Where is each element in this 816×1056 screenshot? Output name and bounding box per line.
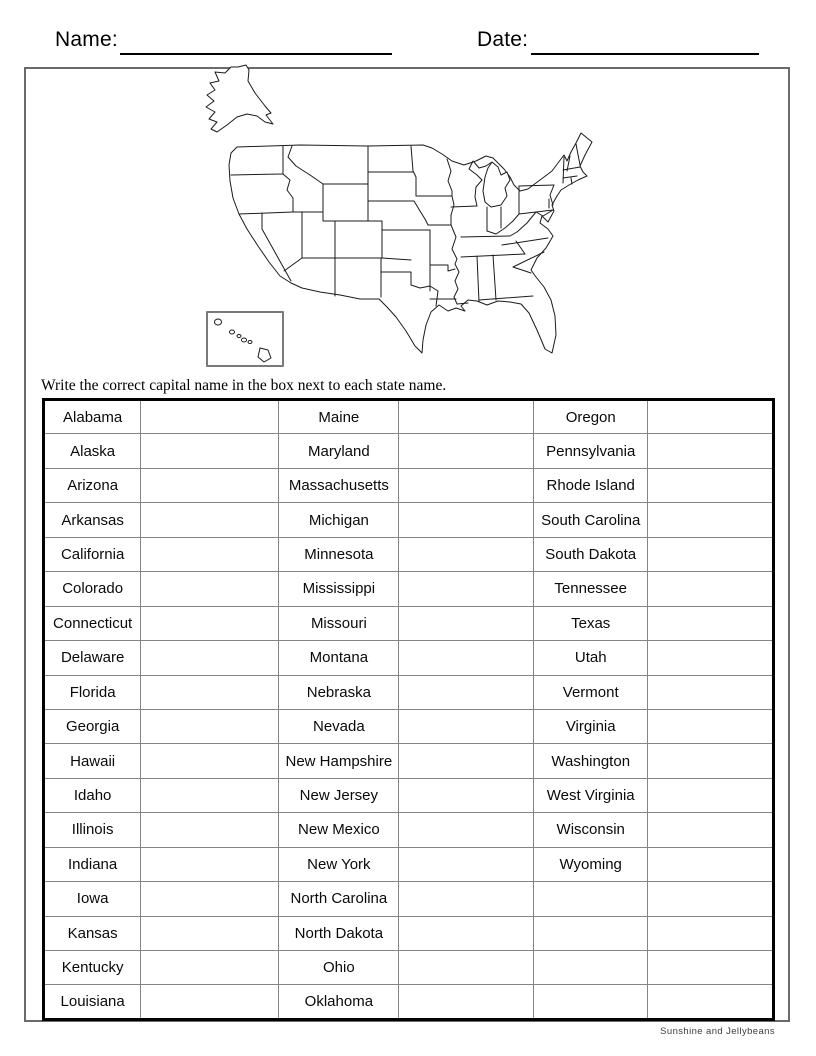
capital-answer-box[interactable] bbox=[399, 951, 534, 985]
state-name-cell: Arizona bbox=[44, 468, 141, 502]
table-row bbox=[44, 572, 774, 606]
name-label: Name: bbox=[55, 28, 118, 51]
capital-answer-box[interactable] bbox=[648, 847, 774, 881]
capitals-table bbox=[42, 398, 775, 1021]
state-name-cell: Rhode Island bbox=[534, 468, 648, 502]
capital-answer-box[interactable] bbox=[648, 951, 774, 985]
state-name-cell: Florida bbox=[44, 675, 141, 709]
capital-answer-box[interactable] bbox=[399, 468, 534, 502]
capital-answer-box[interactable] bbox=[399, 572, 534, 606]
capital-answer-box[interactable] bbox=[399, 537, 534, 571]
state-name-cell: South Dakota bbox=[534, 537, 648, 571]
hawaii-island bbox=[230, 330, 235, 334]
date-label: Date: bbox=[477, 28, 529, 51]
capital-answer-box[interactable] bbox=[141, 916, 279, 950]
state-name-cell: Washington bbox=[534, 744, 648, 778]
capital-answer-box[interactable] bbox=[648, 778, 774, 812]
table-row bbox=[44, 778, 774, 812]
capital-answer-box[interactable] bbox=[399, 985, 534, 1020]
capital-answer-box[interactable] bbox=[399, 675, 534, 709]
hawaii-island bbox=[237, 335, 241, 338]
capital-answer-box[interactable] bbox=[141, 951, 279, 985]
capital-answer-box[interactable] bbox=[399, 916, 534, 950]
state-name-cell: Massachusetts bbox=[279, 468, 399, 502]
state-name-cell: New Mexico bbox=[279, 813, 399, 847]
capital-answer-box[interactable] bbox=[141, 985, 279, 1020]
state-name-cell: Texas bbox=[534, 606, 648, 640]
capital-answer-box[interactable] bbox=[648, 503, 774, 537]
capital-answer-box[interactable] bbox=[648, 882, 774, 916]
capital-answer-box[interactable] bbox=[648, 916, 774, 950]
capital-answer-box[interactable] bbox=[648, 400, 774, 434]
name-fill-in-line[interactable] bbox=[120, 53, 392, 55]
capital-answer-box[interactable] bbox=[141, 606, 279, 640]
table-row bbox=[44, 916, 774, 950]
state-name-cell: Louisiana bbox=[44, 985, 141, 1020]
capital-answer-box[interactable] bbox=[399, 778, 534, 812]
capital-answer-box[interactable] bbox=[141, 641, 279, 675]
capital-answer-box[interactable] bbox=[648, 434, 774, 468]
state-name-cell: Nebraska bbox=[279, 675, 399, 709]
table-row bbox=[44, 675, 774, 709]
hawaii-island bbox=[248, 341, 252, 344]
capital-answer-box[interactable] bbox=[399, 434, 534, 468]
table-row bbox=[44, 503, 774, 537]
capital-answer-box[interactable] bbox=[399, 709, 534, 743]
table-row bbox=[44, 400, 774, 434]
state-name-cell: Wyoming bbox=[534, 847, 648, 881]
state-name-cell: Utah bbox=[534, 641, 648, 675]
table-row bbox=[44, 468, 774, 502]
capital-answer-box[interactable] bbox=[141, 400, 279, 434]
capital-answer-box[interactable] bbox=[141, 537, 279, 571]
state-name-cell: Idaho bbox=[44, 778, 141, 812]
state-name-cell: Alabama bbox=[44, 400, 141, 434]
state-name-cell: Pennsylvania bbox=[534, 434, 648, 468]
state-name-cell: Michigan bbox=[279, 503, 399, 537]
state-name-cell: Wisconsin bbox=[534, 813, 648, 847]
state-name-cell: Indiana bbox=[44, 847, 141, 881]
state-name-cell: North Dakota bbox=[279, 916, 399, 950]
capital-answer-box[interactable] bbox=[648, 985, 774, 1020]
state-name-cell: Minnesota bbox=[279, 537, 399, 571]
state-name-cell: California bbox=[44, 537, 141, 571]
table-row bbox=[44, 434, 774, 468]
capital-answer-box[interactable] bbox=[141, 778, 279, 812]
state-name-cell: Mississippi bbox=[279, 572, 399, 606]
state-name-cell: Maine bbox=[279, 400, 399, 434]
us-map bbox=[180, 59, 600, 371]
date-fill-in-line[interactable] bbox=[531, 53, 759, 55]
capital-answer-box[interactable] bbox=[141, 882, 279, 916]
state-name-cell: New Jersey bbox=[279, 778, 399, 812]
state-name-cell: New York bbox=[279, 847, 399, 881]
table-row bbox=[44, 882, 774, 916]
credit-text: Sunshine and Jellybeans bbox=[660, 1026, 775, 1037]
state-name-cell: Missouri bbox=[279, 606, 399, 640]
hawaii-island bbox=[215, 319, 222, 325]
table-row bbox=[44, 744, 774, 778]
capital-answer-box[interactable] bbox=[648, 813, 774, 847]
state-name-cell: Nevada bbox=[279, 709, 399, 743]
capital-answer-box[interactable] bbox=[648, 709, 774, 743]
state-name-cell: Montana bbox=[279, 641, 399, 675]
state-name-cell: Kentucky bbox=[44, 951, 141, 985]
state-name-cell: Connecticut bbox=[44, 606, 141, 640]
capital-answer-box[interactable] bbox=[399, 847, 534, 881]
capital-answer-box[interactable] bbox=[399, 641, 534, 675]
state-name-cell: Alaska bbox=[44, 434, 141, 468]
capital-answer-box[interactable] bbox=[141, 847, 279, 881]
capital-answer-box[interactable] bbox=[399, 606, 534, 640]
table-row bbox=[44, 985, 774, 1020]
capital-answer-box[interactable] bbox=[648, 744, 774, 778]
state-name-cell: New Hampshire bbox=[279, 744, 399, 778]
state-name-cell: Tennessee bbox=[534, 572, 648, 606]
table-row bbox=[44, 606, 774, 640]
state-name-cell: Hawaii bbox=[44, 744, 141, 778]
capital-answer-box[interactable] bbox=[648, 537, 774, 571]
capital-answer-box[interactable] bbox=[648, 606, 774, 640]
state-name-cell: South Carolina bbox=[534, 503, 648, 537]
instruction-text: Write the correct capital name in the box next to each state name. bbox=[41, 377, 447, 394]
state-name-cell: Maryland bbox=[279, 434, 399, 468]
table-row bbox=[44, 847, 774, 881]
capital-answer-box[interactable] bbox=[399, 882, 534, 916]
state-name-cell: Illinois bbox=[44, 813, 141, 847]
capital-answer-box[interactable] bbox=[399, 744, 534, 778]
state-name-cell: Kansas bbox=[44, 916, 141, 950]
capital-answer-box[interactable] bbox=[141, 675, 279, 709]
state-name-cell: Ohio bbox=[279, 951, 399, 985]
state-name-cell bbox=[534, 916, 648, 950]
table-row bbox=[44, 709, 774, 743]
capital-answer-box[interactable] bbox=[141, 503, 279, 537]
state-name-cell: Vermont bbox=[534, 675, 648, 709]
state-name-cell bbox=[534, 882, 648, 916]
capital-answer-box[interactable] bbox=[141, 709, 279, 743]
state-name-cell: Delaware bbox=[44, 641, 141, 675]
capital-answer-box[interactable] bbox=[399, 400, 534, 434]
capital-answer-box[interactable] bbox=[399, 813, 534, 847]
state-name-cell: Georgia bbox=[44, 709, 141, 743]
alaska-outline bbox=[206, 65, 273, 132]
capital-answer-box[interactable] bbox=[648, 468, 774, 502]
capital-answer-box[interactable] bbox=[141, 572, 279, 606]
table-row bbox=[44, 813, 774, 847]
state-name-cell bbox=[534, 951, 648, 985]
state-name-cell bbox=[534, 985, 648, 1020]
capital-answer-box[interactable] bbox=[648, 572, 774, 606]
capital-answer-box[interactable] bbox=[648, 641, 774, 675]
hawaii-inset bbox=[207, 312, 283, 366]
capital-answer-box[interactable] bbox=[141, 434, 279, 468]
state-name-cell: Virginia bbox=[534, 709, 648, 743]
capital-answer-box[interactable] bbox=[141, 813, 279, 847]
table-row bbox=[44, 951, 774, 985]
state-name-cell: Oklahoma bbox=[279, 985, 399, 1020]
capital-answer-box[interactable] bbox=[141, 468, 279, 502]
capitals-table-body bbox=[44, 400, 774, 1020]
table-row bbox=[44, 537, 774, 571]
table-row bbox=[44, 641, 774, 675]
state-name-cell: Arkansas bbox=[44, 503, 141, 537]
state-name-cell: Colorado bbox=[44, 572, 141, 606]
state-name-cell: Iowa bbox=[44, 882, 141, 916]
hawaii-island bbox=[242, 338, 247, 342]
state-name-cell: Oregon bbox=[534, 400, 648, 434]
capital-answer-box[interactable] bbox=[399, 503, 534, 537]
capital-answer-box[interactable] bbox=[648, 675, 774, 709]
state-name-cell: West Virginia bbox=[534, 778, 648, 812]
state-name-cell: North Carolina bbox=[279, 882, 399, 916]
capital-answer-box[interactable] bbox=[141, 744, 279, 778]
